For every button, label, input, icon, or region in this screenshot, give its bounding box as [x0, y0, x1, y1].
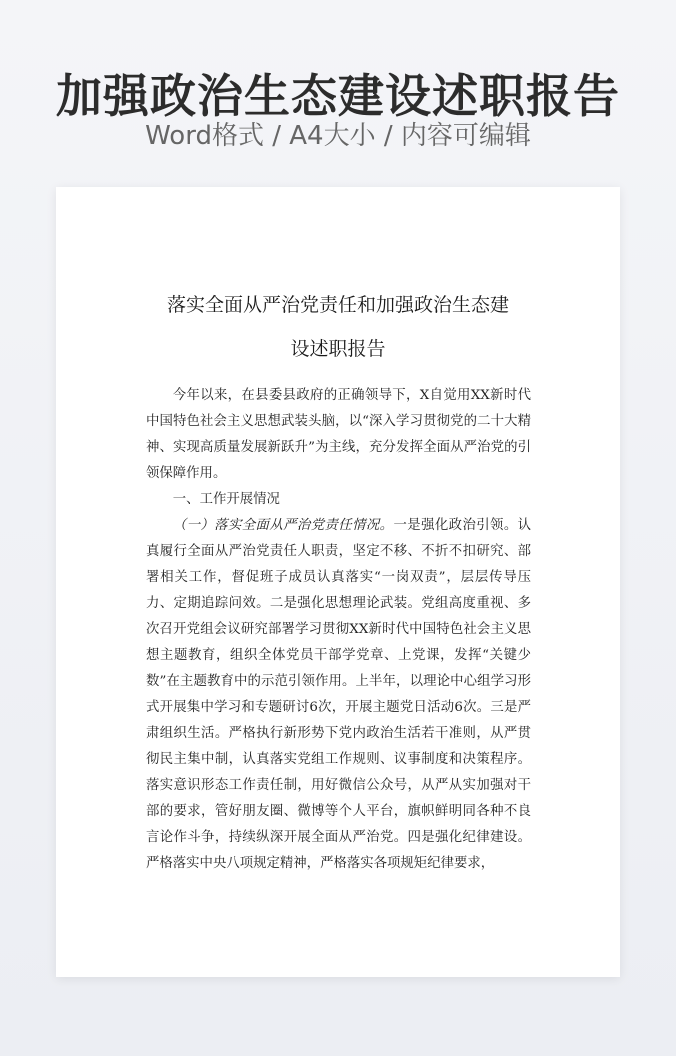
- banner-subtitle: Word格式 / A4大小 / 内容可编辑: [145, 121, 531, 151]
- document-body: [146, 383, 531, 877]
- intro-paragraph: 今年以来，在县委县政府的正确领导下，X自觉用XX新时代中国特色社会主义思想武装头脑，以“深入学习贯彻党的二十大精神、实现高质量发展新跃升”为主线，充分发挥全面从严治党的引领保障作用。: [146, 388, 531, 481]
- subsection-paragraph: [146, 513, 531, 877]
- subsection-heading: （一）落实全面从严治党责任情况。: [172, 518, 394, 533]
- document-title: [56, 283, 620, 371]
- banner-title: 加强政治生态建设述职报告: [56, 69, 620, 123]
- subsection-text: 一是强化政治引领。认真履行全面从严治党责任人职责，坚定不移、不折不扣研究、部署相关工作，督促班子成员认真落实“一岗双责”，层层传导压力、定期追踪问效。二是强化思想理论武装。党组高度重视、多次召开党组会议研究部署学习贯彻XX新时代中国特色社会主义思想主题教育，组织全体党员干部学党章、上党课，发挥“关键少数”在主题教育中的示范引领作用。上半年，以理论中心组学习形式开展集中学习和专题研讨6次，开展主题党日活动6次。三是严肃组织生活。严格执行新形势下党内政治生活若干准则，从严贯彻民主集中制，认真落实党组工作规则、议事制度和决策程序。落实意识形态工作责任制，用好微信公众号，从严从实加强对干部的要求，管好朋友圈、微博等个人平台，旗帜鲜明同各种不良言论作斗争，持续纵深开展全面从严治党。四是强化纪律建设。严格落实中央八项规定精神，严格落实各项规矩纪律要求，: [146, 518, 532, 871]
- section-heading: 一、工作开展情况: [172, 492, 280, 507]
- document-page: [56, 187, 620, 977]
- document-title-line-2: 设述职报告: [290, 338, 386, 360]
- document-title-line-1: 落实全面从严治党责任和加强政治生态建: [166, 294, 509, 316]
